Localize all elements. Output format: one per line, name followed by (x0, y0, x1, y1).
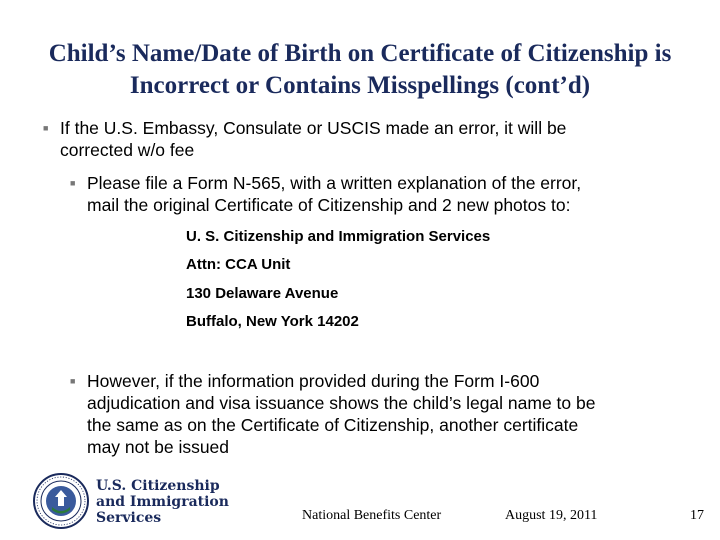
slide-title-line1: Child’s Name/Date of Birth on Certificate of Citizenship is (48, 40, 672, 67)
bullet-marker-icon: ■ (70, 376, 76, 386)
bullet-1 (60, 117, 680, 161)
address-line4: Buffalo, New York 14202 (186, 313, 359, 330)
slide-title-line2: Incorrect or Contains Misspellings (cont’d) (129, 72, 591, 99)
bullet-2-line1: Please file a Form N-565, with a written explanation of the error, (87, 173, 582, 193)
address-line3: 130 Delaware Avenue (186, 285, 339, 302)
logo-line2: and Immigration (96, 494, 229, 510)
bullet-marker-icon: ■ (43, 123, 49, 133)
page-number: 17 (690, 508, 704, 523)
footer-date: August 19, 2011 (505, 508, 598, 523)
bullet-2-line2: mail the original Certificate of Citizenship and 2 new photos to: (87, 195, 571, 215)
bullet-marker-icon: ■ (70, 178, 76, 188)
slide-title (0, 38, 720, 102)
bullet-3-line1: However, if the information provided during the Form I-600 (87, 371, 540, 391)
bullet-1-line2: corrected w/o fee (60, 140, 195, 160)
bullet-3-line2: adjudication and visa issuance shows the child’s legal name to be (87, 393, 596, 413)
address-line1: U. S. Citizenship and Immigration Services (186, 228, 491, 245)
logo-line3: Services (96, 510, 162, 526)
bullet-3 (87, 370, 687, 458)
uscis-logo (96, 478, 229, 526)
bullet-1-line1: If the U.S. Embassy, Consulate or USCIS made an error, it will be (60, 118, 567, 138)
logo-line1: U.S. Citizenship (96, 478, 220, 494)
footer-center: National Benefits Center (302, 508, 442, 523)
address-line2: Attn: CCA Unit (186, 256, 291, 273)
bullet-3-line4: may not be issued (87, 437, 230, 457)
dhs-seal-icon (33, 473, 89, 529)
bullet-3-line3: the same as on the Certificate of Citizenship, another certificate (87, 415, 579, 435)
bullet-2 (87, 172, 687, 216)
